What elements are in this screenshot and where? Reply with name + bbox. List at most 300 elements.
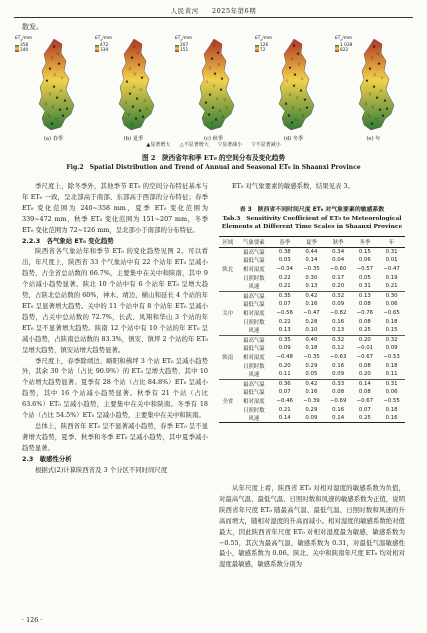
right-column-text	[219, 483, 405, 570]
color-scale	[175, 45, 179, 52]
panel-label: (e) 年	[366, 136, 381, 142]
value-cell: 0.20	[332, 283, 345, 290]
column-header: 冬季	[359, 239, 371, 246]
legend-min: 240	[20, 48, 29, 54]
station-marker: ▼	[55, 96, 59, 100]
paragraph: 季尺度上，除冬季外，其他季节 ET₀ 的空间分布特征基本与年 ET₀ 一致，呈北部高于南部、东部高于西部的分布特征；春季 ET₀ 变化范围为 240~358 mm，夏季 ET₀ 变化范围为 339~472 mm，秋季 ET₀ 变化范围为 151~207 mm，冬季 ET₀ 变化范围为 72~126 mm，呈北部小于南部的分布特征。	[22, 182, 208, 234]
element-cell: 最高气温	[243, 381, 265, 388]
station-marker: ▼	[375, 96, 379, 100]
value-cell: 0.13	[278, 327, 291, 334]
table-row	[219, 265, 405, 274]
station-marker: ▽	[223, 98, 227, 102]
value-cell: 0.09	[332, 371, 345, 378]
figure-caption-en: Fig.2 Spatial Distribution and Trend of Annual and Seasonal ET₀ in Shaanxi Province	[66, 164, 361, 171]
value-cell: 0.22	[278, 274, 291, 281]
station-marker: ▽	[127, 113, 131, 117]
station-marker: △	[132, 84, 136, 88]
column-header: 春季	[279, 239, 291, 246]
journal-name: 人民黄河	[170, 7, 199, 15]
value-cell: 0.08	[358, 301, 371, 308]
value-cell: −0.82	[329, 310, 347, 317]
station-marker: ▼	[130, 56, 134, 60]
station-marker: △	[56, 51, 60, 55]
legend-max: 207	[180, 42, 189, 48]
value-cell: 0.32	[332, 336, 345, 343]
station-marker: ▼	[61, 114, 65, 118]
station-marker: △	[132, 44, 136, 48]
element-cell: 风速	[248, 328, 260, 335]
value-cell: −0.47	[383, 266, 400, 273]
value-cell: 0.36	[278, 380, 291, 387]
element-cell: 最低气温	[243, 390, 265, 397]
value-cell: 0.19	[385, 274, 398, 281]
value-cell: 0.16	[385, 415, 398, 422]
value-cell: 0.44	[305, 248, 318, 255]
station-marker: ▼	[292, 44, 296, 48]
table-row	[219, 335, 405, 344]
station-marker: ▼	[58, 108, 62, 112]
station-marker: ▲	[138, 108, 142, 112]
value-cell: −0.60	[329, 266, 347, 273]
paragraph: 根据式(2)计算陕西省及 3 个分区不同时间尺度	[35, 465, 168, 474]
value-cell: 0.21	[385, 283, 398, 290]
panel-label: (b) 夏季	[123, 136, 144, 142]
value-cell: −0.63	[329, 354, 347, 361]
legend-max: 472	[100, 42, 109, 48]
panel-label: (c) 秋季	[204, 136, 223, 142]
station-marker: ▲	[385, 106, 389, 110]
station-marker: △	[379, 88, 383, 92]
legend-item: ▽不显著减小	[251, 142, 281, 148]
station-marker: ▼	[219, 88, 223, 92]
table-row	[219, 344, 405, 353]
table-row	[219, 397, 405, 406]
element-cell: 日照时数	[243, 275, 265, 282]
station-marker: ▲	[372, 84, 376, 88]
value-cell: 0.20	[358, 371, 371, 378]
station-marker: ▽	[380, 76, 384, 80]
value-cell: 0.13	[305, 283, 318, 290]
station-marker: ▽	[225, 106, 229, 110]
station-marker: △	[130, 121, 134, 125]
sensitivity-table	[219, 236, 405, 423]
legend-min: 822	[340, 48, 349, 54]
station-marker: ▽	[212, 44, 216, 48]
station-marker: △	[53, 72, 57, 76]
value-cell: 0.30	[305, 274, 318, 281]
header-rule	[14, 17, 413, 18]
station-marker: ▲	[48, 66, 52, 70]
legend-title: ET	[15, 36, 21, 41]
legend-max: 1 038	[340, 42, 353, 48]
value-cell: 0.18	[385, 318, 398, 325]
map-panel	[14, 35, 93, 142]
value-cell: −0.65	[383, 310, 400, 317]
element-cell: 相对湿度	[243, 355, 265, 362]
value-cell: 0.11	[385, 371, 398, 378]
station-marker: ▽	[285, 79, 289, 83]
station-marker: ▲	[293, 72, 297, 76]
value-cell: 0.16	[305, 301, 318, 308]
station-marker: ▼	[57, 62, 61, 66]
table-row	[219, 388, 405, 397]
column-header: 气象要素	[243, 239, 265, 246]
value-cell: 0.22	[278, 318, 291, 325]
value-cell: 0.21	[278, 406, 291, 413]
station-marker: △	[294, 117, 298, 121]
value-cell: 0.16	[332, 362, 345, 369]
value-cell: −0.39	[303, 397, 320, 404]
station-marker: ▲	[370, 121, 374, 125]
table-row	[219, 291, 405, 300]
station-marker: ▲	[52, 84, 56, 88]
station-marker: ▼	[381, 114, 385, 118]
element-cell: 最高气温	[243, 249, 265, 256]
color-scale	[335, 45, 339, 52]
station-marker: ▲	[284, 101, 288, 105]
value-cell: −0.76	[356, 310, 374, 317]
station-marker: ▲	[220, 76, 224, 80]
table-row	[219, 309, 405, 318]
paragraph: 从年尺度上看，陕西省 ET₀ 对相对湿度的敏感系数为负值，对最高气温、最低气温、日照时数和风速的敏感系数为正值，说明陕西省年尺度 ET₀ 随最高气温、最低气温、日照时数和风速的升高而增大，随相对湿度的升高而减小。相对湿度的敏感系数绝对值最大，因此陕西省年尺度 ET₀ 对相对湿度最为敏感，敏感系数为 −0.55，其次为最高气温，敏感系数为 0.31，对最低气温敏感性最小，敏感系数为 0.06。陕北、关中和陕南年尺度 ET₀ 均对相对湿度最敏感，敏感系数分别为	[219, 484, 405, 569]
value-cell: 0.18	[385, 362, 398, 369]
value-cell: 0.18	[385, 406, 398, 413]
value-cell: −0.35	[303, 266, 320, 273]
element-cell: 风速	[248, 416, 260, 423]
region-cell: 陕南	[222, 355, 234, 362]
station-marker: ▲	[368, 66, 372, 70]
value-cell: 0.09	[305, 415, 318, 422]
value-cell: −0.01	[356, 345, 374, 352]
station-marker: ▽	[139, 88, 143, 92]
value-cell: 0.29	[305, 406, 318, 413]
region-cell: 关中	[222, 311, 234, 318]
station-marker: ▼	[216, 51, 220, 55]
issue-info: 2025年第6期	[211, 7, 257, 15]
paragraph: ET₀ 对气象要素的敏感系数，结果见表 3。	[232, 182, 354, 190]
value-cell: 0.04	[332, 257, 345, 264]
element-cell: 相对湿度	[243, 311, 265, 318]
station-marker: ▽	[297, 62, 301, 66]
continued-text: 散发。	[22, 23, 43, 31]
station-marker: ▲	[211, 105, 215, 109]
table-caption-cn: 表 3 陕西省不同时间尺度 ET₀ 对气象要素的敏感系数	[239, 207, 385, 213]
station-marker: ▽	[301, 114, 305, 118]
station-marker: ▽	[210, 121, 214, 125]
station-marker: ▼	[140, 76, 144, 80]
station-marker: △	[291, 105, 295, 109]
station-marker: ▼	[378, 108, 382, 112]
element-cell: 最低气温	[243, 346, 265, 353]
station-marker: ▼	[365, 79, 369, 83]
value-cell: 0.21	[278, 283, 291, 290]
value-legend: $ET_0/mm$ 1 038 822	[335, 36, 353, 54]
station-marker: ▲	[214, 117, 218, 121]
station-marker: ▲	[135, 96, 139, 100]
element-cell: 日照时数	[243, 363, 265, 370]
station-marker: ▽	[371, 105, 375, 109]
station-marker: △	[364, 101, 368, 105]
station-marker: ▽	[50, 56, 54, 60]
value-cell: −0.67	[356, 397, 374, 404]
table-row	[219, 247, 405, 256]
station-marker: △	[373, 72, 377, 76]
section-heading: 2.3 敏感性分析	[22, 454, 72, 463]
station-marker: ▽	[133, 72, 137, 76]
legend-min: 151	[180, 48, 189, 54]
value-cell: 0.08	[358, 318, 371, 325]
value-cell: −0.53	[383, 354, 400, 361]
station-marker: ▲	[383, 98, 387, 102]
value-cell: −0.69	[329, 397, 347, 404]
table-row	[219, 353, 405, 362]
legend-item: △不显著增大	[179, 142, 209, 148]
value-cell: 0.13	[358, 292, 371, 299]
value-cell: 0.28	[305, 318, 318, 325]
value-cell: −0.35	[303, 354, 320, 361]
element-cell: 日照时数	[243, 407, 265, 414]
legend-title: ET	[335, 36, 341, 41]
station-marker: ▼	[45, 79, 49, 83]
table-row	[219, 282, 405, 291]
paragraph: 季尺度上，春季除靖边、略阳和佛坪 3 个站 ET₀ 呈减小趋势外，其余 30 个站（占比 90.9%）的 ET₀ 呈增大趋势，其中 10 个站增大趋势显著。夏季有 28 个站（占比 84.8%）ET₀ 呈减小趋势，其中 16 个站减小趋势显著。秋季有 21 个站（占比 63.6%）ET₀ 呈减小趋势，主要集中在关中和陕南。冬季有 18 个站（占比 54.5%）ET₀ 呈减小趋势，主要集中在关中和陕南。	[22, 356, 208, 420]
value-cell: 0.32	[332, 292, 345, 299]
table-caption-en: Tab.3 Sensitivity Coefficient of ET₀ to Meteorological Elements at Different Time Scales in Shaanxi Province	[221, 215, 403, 231]
station-marker: △	[290, 56, 294, 60]
station-marker: ▲	[137, 62, 141, 66]
value-cell: 0.09	[385, 345, 398, 352]
station-marker: ▲	[52, 44, 56, 48]
station-marker: △	[218, 108, 222, 112]
value-cell: 0.33	[332, 380, 345, 387]
element-cell: 最高气温	[243, 293, 265, 300]
value-cell: 0.07	[358, 406, 371, 413]
element-cell: 最低气温	[243, 302, 265, 309]
value-cell: 0.01	[385, 257, 398, 264]
value-cell: 0.35	[278, 336, 291, 343]
color-scale	[95, 45, 99, 52]
value-cell: 0.32	[385, 336, 398, 343]
value-cell: 0.08	[332, 389, 345, 396]
legend-min: 339	[100, 48, 109, 54]
value-cell: −0.67	[356, 354, 374, 361]
figure-caption-cn: 图 2 陕西省年和季 ET₀ 的空间分布及变化趋势	[142, 154, 285, 162]
legend-max: 358	[20, 42, 29, 48]
value-cell: 0.15	[385, 327, 398, 334]
station-marker: ▲	[208, 92, 212, 96]
value-cell: −0.34	[276, 266, 293, 273]
panel-label: (d) 冬季	[283, 136, 304, 142]
table-row	[219, 379, 405, 388]
station-marker: △	[300, 76, 304, 80]
value-cell: 0.07	[278, 301, 291, 308]
color-scale	[15, 45, 19, 52]
station-marker: ▲	[141, 114, 145, 118]
table-header-row	[219, 237, 405, 248]
station-marker: ▽	[48, 92, 52, 96]
table-row	[219, 326, 405, 335]
station-marker: ▲	[63, 98, 67, 102]
station-marker: △	[215, 96, 219, 100]
value-legend: $ET_0/mm$ 126 72	[255, 36, 273, 54]
value-cell: 0.05	[305, 371, 318, 378]
station-marker: ▼	[377, 62, 381, 66]
legend-title: ET	[95, 36, 101, 41]
map-panel	[174, 35, 253, 142]
value-cell: 0.10	[305, 327, 318, 334]
right-column-intro	[219, 181, 405, 192]
station-marker: ▽	[212, 84, 216, 88]
value-cell: 0.15	[358, 248, 371, 255]
station-marker: ▼	[213, 72, 217, 76]
trend-legend	[14, 141, 413, 148]
station-marker: ▲	[287, 113, 291, 117]
value-cell: 0.20	[358, 336, 371, 343]
map-panel	[334, 35, 413, 142]
station-marker: △	[47, 113, 51, 117]
station-marker: △	[288, 92, 292, 96]
value-cell: 0.08	[358, 362, 371, 369]
section-heading: 2.2.3 各气象站 ET₀ 变化趋势	[22, 236, 114, 245]
value-cell: 0.08	[358, 389, 371, 396]
station-marker: ▼	[134, 117, 138, 121]
value-cell: 0.25	[358, 327, 371, 334]
value-cell: 0.07	[278, 389, 291, 396]
column-header: 区域	[222, 239, 234, 246]
station-marker: ▽	[370, 56, 374, 60]
value-cell: 0.34	[332, 248, 345, 255]
station-marker: ▼	[131, 105, 135, 109]
left-column	[22, 181, 208, 475]
legend-min: 72	[260, 48, 266, 54]
station-marker: ▼	[128, 92, 132, 96]
station-marker: △	[221, 114, 225, 118]
element-cell: 风速	[248, 372, 260, 379]
value-cell: 0.11	[278, 371, 291, 378]
value-cell: −0.56	[276, 310, 293, 317]
legend-item: ▲显著增大	[146, 142, 171, 148]
station-marker: △	[205, 79, 209, 83]
station-marker: ▽	[368, 92, 372, 96]
running-header	[0, 6, 427, 15]
value-cell: 0.38	[278, 248, 291, 255]
station-marker: △	[128, 66, 132, 70]
region-cell: 全省	[222, 398, 234, 405]
value-legend: $ET_0/mm$ 207 151	[175, 36, 193, 54]
value-cell: 0.16	[332, 318, 345, 325]
value-cell: 0.25	[358, 415, 371, 422]
station-marker: ▼	[288, 66, 292, 70]
station-marker: ▽	[124, 101, 128, 105]
value-cell: 0.09	[278, 345, 291, 352]
value-cell: 0.20	[278, 362, 291, 369]
value-cell: 0.06	[385, 389, 398, 396]
station-marker: ▲	[372, 44, 376, 48]
value-cell: 0.14	[358, 380, 371, 387]
station-marker: ▽	[295, 96, 299, 100]
element-cell: 日照时数	[243, 319, 265, 326]
station-marker: ▼	[305, 106, 309, 110]
legend-title: ET	[175, 36, 181, 41]
value-cell: 0.14	[278, 415, 291, 422]
station-marker: △	[44, 101, 48, 105]
value-cell: 0.12	[332, 345, 345, 352]
value-cell: 0.30	[385, 292, 398, 299]
station-marker: △	[143, 98, 147, 102]
map-panel	[254, 35, 333, 142]
element-cell: 风速	[248, 284, 260, 291]
column-header: 夏季	[306, 239, 317, 246]
value-legend: $ET_0/mm$ 358 240	[15, 36, 33, 54]
element-cell: 最低气温	[243, 258, 265, 265]
element-cell: 最高气温	[243, 337, 265, 344]
legend-title: ET	[255, 36, 261, 41]
panel-label: (a) 春季	[43, 136, 64, 142]
value-cell: 0.09	[332, 301, 345, 308]
value-cell: −0.47	[303, 310, 320, 317]
table-row	[219, 361, 405, 370]
station-marker: ▼	[290, 121, 294, 125]
value-cell: 0.06	[385, 301, 398, 308]
legend-max: 126	[260, 42, 269, 48]
station-marker: ▽	[374, 117, 378, 121]
station-marker: ▼	[303, 98, 307, 102]
station-marker: ▲	[299, 88, 303, 92]
value-cell: 0.17	[332, 274, 345, 281]
value-cell: −0.57	[356, 266, 374, 273]
value-cell: 0.31	[385, 248, 398, 255]
value-legend: $ET_0/mm$ 472 339	[95, 36, 113, 54]
value-cell: 0.06	[358, 257, 371, 264]
value-cell: 0.05	[358, 274, 371, 281]
station-marker: ▼	[204, 101, 208, 105]
table-row	[219, 317, 405, 326]
legend-item: ▽显著减小	[218, 142, 243, 148]
station-marker: ▽	[298, 108, 302, 112]
station-marker: ▼	[207, 113, 211, 117]
column-header: 年	[388, 239, 395, 246]
value-cell: 0.03	[278, 257, 291, 264]
station-marker: △	[217, 62, 221, 66]
region-cell: 陕北	[222, 267, 234, 274]
value-cell: 0.18	[305, 345, 318, 352]
value-cell: 0.31	[385, 380, 398, 387]
station-marker: ▽	[51, 105, 55, 109]
value-cell: 0.14	[332, 415, 345, 422]
table-row	[219, 414, 405, 423]
element-cell: 相对湿度	[243, 398, 265, 405]
station-marker: △	[376, 51, 380, 55]
value-cell: 0.13	[332, 327, 345, 334]
paragraph: 陕西省各气象站年和季节 ET₀ 的变化趋势见图 2。可以看出，年尺度上，陕西省 33 个气象站中有 22 个站年 ET₀ 呈减小趋势，占全省总站数的 66.7%，主要集中在关中和陕南，其中 9 个站减小趋势显著。陕北 10 个站中有 6 个站年 ET₀ 呈增大趋势，占陕北总站数的 60%，神木、靖边、横山和延长 4 个站的年 ET₀ 呈显著增大趋势。关中的 11 个站中有 8 个站年 ET₀ 呈减小趋势，占关中总站数的 72.7%，长武、凤翔和华山 3 个站的年 ET₀ 呈不显著增大趋势。陕南 12 个站中有 10 个站的年 ET₀ 呈减小趋势，占陕南总站数的 83.3%，镇安、镇坪 2 个站的年 ET₀ 呈增大趋势，镇安站增大趋势显著。	[22, 247, 208, 354]
table-row	[219, 256, 405, 265]
station-marker: ▽	[136, 51, 140, 55]
value-cell: −0.48	[276, 354, 293, 361]
table-row	[219, 370, 405, 379]
station-marker: ▽	[60, 76, 64, 80]
value-cell: 0.35	[278, 292, 291, 299]
station-marker: △	[59, 88, 63, 92]
station-marker: △	[145, 106, 149, 110]
value-cell: 0.42	[305, 380, 318, 387]
value-cell: −0.46	[276, 397, 293, 404]
value-cell: 0.16	[305, 389, 318, 396]
station-marker: ▲	[50, 121, 54, 125]
table-row	[219, 405, 405, 414]
value-cell: 0.14	[305, 257, 318, 264]
station-marker: ▽	[54, 117, 58, 121]
page-number: · 126 ·	[22, 616, 43, 624]
